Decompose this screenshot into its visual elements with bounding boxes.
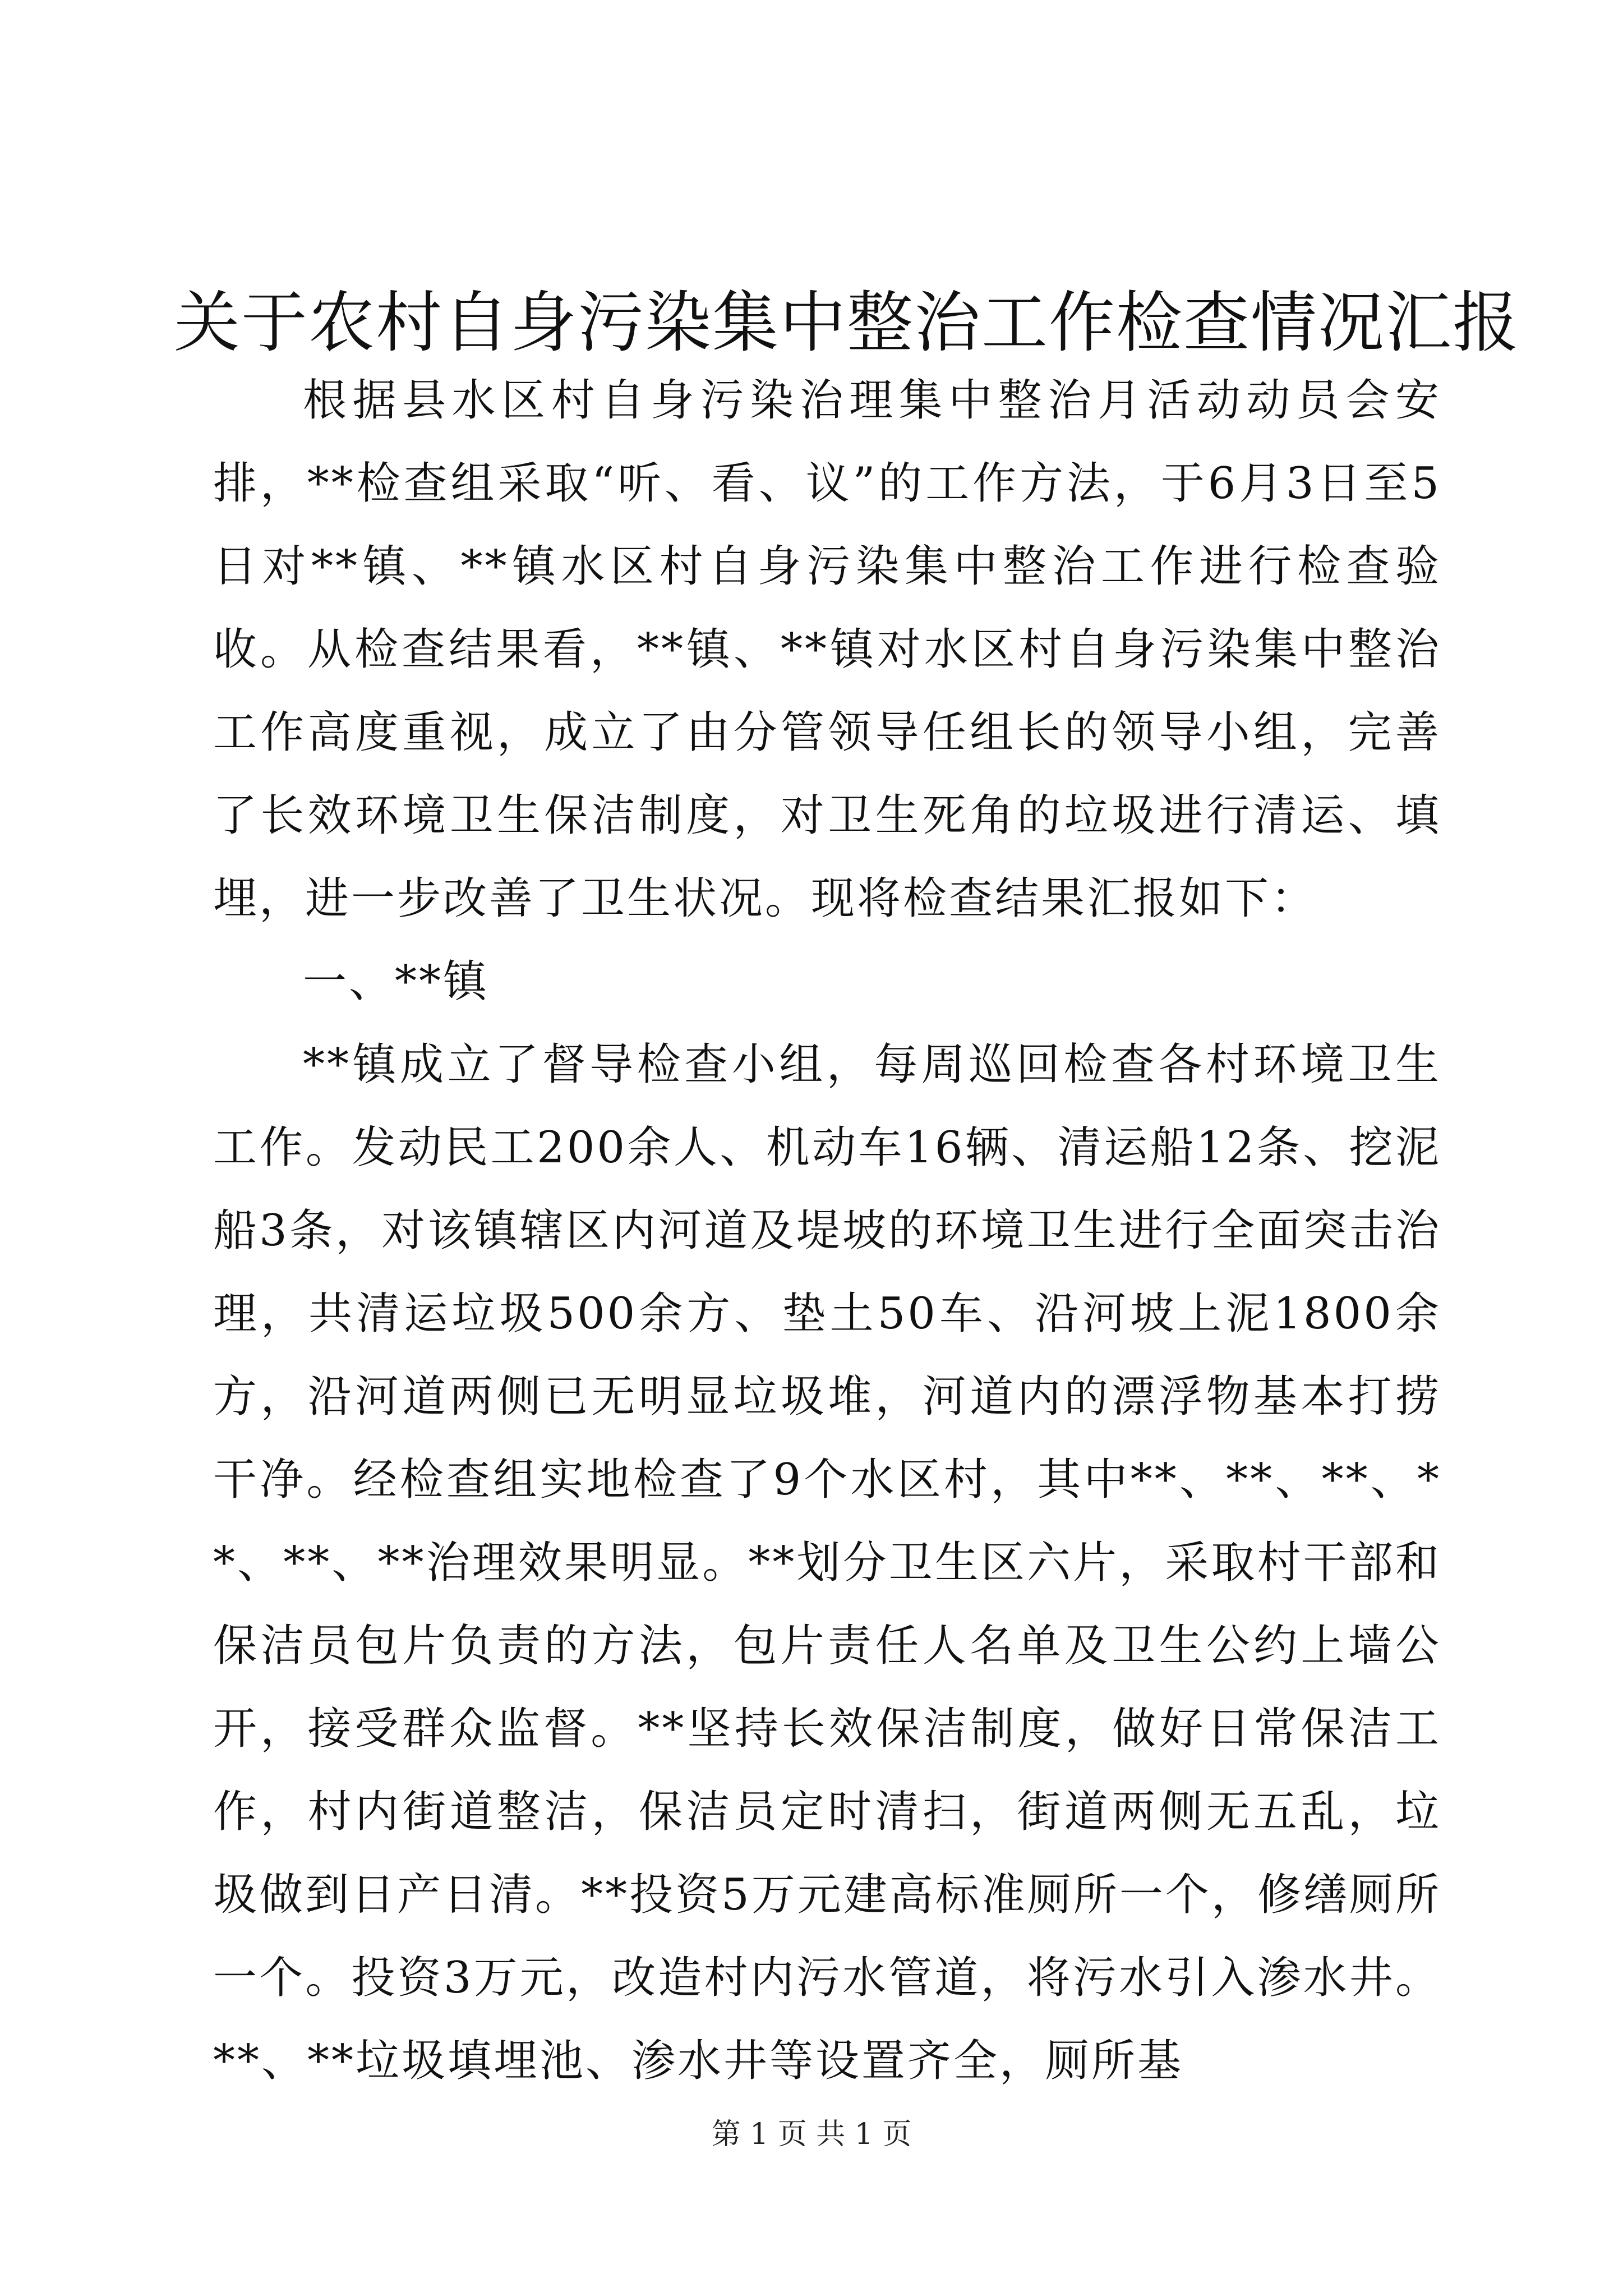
paragraph-intro: 根据县水区村自身污染治理集中整治月活动动员会安排，**检查组采取“听、看、议”的工作方法，于6月3日至5日对**镇、**镇水区村自身污染集中整治工作进行检查验收。从检查结果看，**镇、**镇对水区村自身污染集中整治工作高度重视，成立了由分管领导任组长的领导小组，完善了长效环境卫生保洁制度，对卫生死角的垃圾进行清运、填埋，进一步改善了卫生状况。现将检查结果汇报如下： [213, 375, 1441, 924]
paragraph-section-one: **镇成立了督导检查小组，每周巡回检查各村环境卫生工作。发动民工200余人、机动车16辆、清运船12条、挖泥船3条，对该镇辖区内河道及堤坡的环境卫生进行全面突击治理，共清运垃圾500余方、垫土50车、沿河坡上泥1800余方，沿河道两侧已无明显垃圾堆，河道内的漂浮物基本打捞干净。经检查组实地检查了9个水区村，其中**、**、**、**、**、**治理效果明显。**划分卫生区六片，采取村干部和保洁员包片负责的方法，包片责任人名单及卫生公约上墙公开，接受群众监督。**坚持长效保洁制度，做好日常保洁工作，村内街道整洁，保洁员定时清扫，街道两侧无五乱，垃圾做到日产日清。**投资5万元建高标准厕所一个，修缮厕所一个。投资3万元，改造村内污水管道，将污水引入渗水井。**、**垃圾填埋池、渗水井等设置齐全，厕所基 [213, 1039, 1441, 2086]
document-body [213, 359, 1441, 2102]
document-title: 关于农村自身污染集中整治工作检查情况汇报 [174, 284, 1520, 361]
section-heading: 一、**镇 [303, 956, 490, 1007]
page-footer: 第 1 页 共 1 页 [711, 2118, 912, 2151]
